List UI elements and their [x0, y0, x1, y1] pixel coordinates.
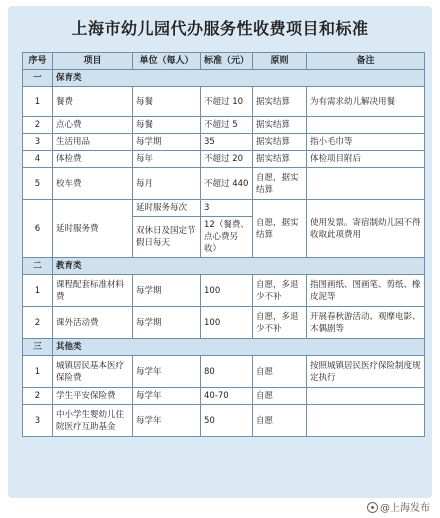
row-unit: 每学期	[133, 307, 201, 339]
row-no: 1	[23, 275, 53, 307]
row-standard: 12（餐费、点心费另收）	[201, 217, 253, 258]
category-number: 二	[23, 258, 53, 275]
watermark	[367, 499, 430, 514]
header-standard: 标准（元）	[201, 53, 253, 70]
category-name: 保育类	[53, 70, 425, 87]
category-number: 一	[23, 70, 53, 87]
category-row	[23, 70, 425, 87]
row-no: 3	[23, 134, 53, 151]
row-rule: 自愿，据实结算	[253, 200, 307, 258]
row-standard: 80	[201, 356, 253, 388]
row-note: 开展春秋游活动、观摩电影、木偶剧等	[307, 307, 425, 339]
row-standard: 40-70	[201, 388, 253, 405]
row-standard: 3	[201, 200, 253, 217]
table-row	[23, 307, 425, 339]
row-standard: 不超过 5	[201, 117, 253, 134]
table-row	[23, 134, 425, 151]
row-standard: 不超过 20	[201, 151, 253, 168]
row-standard: 100	[201, 275, 253, 307]
row-note: 为有需求幼儿解决用餐	[307, 87, 425, 117]
table-row	[23, 356, 425, 388]
row-no: 5	[23, 168, 53, 200]
row-item: 体检费	[53, 151, 133, 168]
row-no: 1	[23, 87, 53, 117]
row-no: 2	[23, 388, 53, 405]
row-standard: 不超过 440	[201, 168, 253, 200]
row-no: 2	[23, 307, 53, 339]
row-rule: 自愿，多退少不补	[253, 275, 307, 307]
page-title: 上海市幼儿园代办服务性收费项目和标准	[71, 19, 369, 38]
row-unit: 每学年	[133, 405, 201, 437]
table-row	[23, 200, 425, 217]
row-no: 1	[23, 356, 53, 388]
row-standard: 35	[201, 134, 253, 151]
row-rule: 自愿	[253, 405, 307, 437]
row-note: 指图画纸、图画笔、剪纸、橡皮泥等	[307, 275, 425, 307]
watermark-text: @上海发布	[380, 503, 430, 514]
row-rule: 据实结算	[253, 151, 307, 168]
row-unit: 每学期	[133, 134, 201, 151]
table-row	[23, 151, 425, 168]
row-unit: 每年	[133, 151, 201, 168]
row-item: 学生平安保险费	[53, 388, 133, 405]
category-number: 三	[23, 339, 53, 356]
row-note: 按照城镇居民医疗保险制度规定执行	[307, 356, 425, 388]
row-item: 生活用品	[53, 134, 133, 151]
row-rule: 自愿	[253, 388, 307, 405]
category-name: 其他类	[53, 339, 425, 356]
row-unit: 每学年	[133, 356, 201, 388]
header-no: 序号	[23, 53, 53, 70]
row-note	[307, 117, 425, 134]
row-note	[307, 405, 425, 437]
row-rule: 据实结算	[253, 134, 307, 151]
header-note: 备注	[307, 53, 425, 70]
fee-table	[22, 52, 425, 437]
row-item: 中小学生婴幼儿住院医疗互助基金	[53, 405, 133, 437]
header-item: 项目	[53, 53, 133, 70]
row-item: 餐费	[53, 87, 133, 117]
row-note	[307, 168, 425, 200]
category-row	[23, 258, 425, 275]
table-row	[23, 388, 425, 405]
row-no: 2	[23, 117, 53, 134]
row-item: 课外活动费	[53, 307, 133, 339]
header-unit: 单位（每人）	[133, 53, 201, 70]
row-standard: 50	[201, 405, 253, 437]
row-note: 指小毛巾等	[307, 134, 425, 151]
row-unit: 每餐	[133, 87, 201, 117]
table-row	[23, 117, 425, 134]
row-no: 4	[23, 151, 53, 168]
weibo-icon	[367, 502, 378, 513]
row-note: 使用发票。寄宿制幼儿园不得收取此项费用	[307, 200, 425, 258]
row-rule: 自愿，据实结算	[253, 168, 307, 200]
row-rule: 据实结算	[253, 87, 307, 117]
row-no: 6	[23, 200, 53, 258]
document-frame	[8, 6, 432, 498]
table-row	[23, 405, 425, 437]
row-item: 课程配套标准材料费	[53, 275, 133, 307]
row-unit: 延时服务每次	[133, 200, 201, 217]
row-item: 校车费	[53, 168, 133, 200]
category-row	[23, 339, 425, 356]
row-item: 点心费	[53, 117, 133, 134]
header-rule: 原则	[253, 53, 307, 70]
row-note: 体检项目附后	[307, 151, 425, 168]
row-no: 3	[23, 405, 53, 437]
table-row	[23, 275, 425, 307]
row-rule: 自愿	[253, 356, 307, 388]
row-item: 延时服务费	[53, 200, 133, 258]
row-unit: 双休日及国定节假日每天	[133, 217, 201, 258]
row-rule: 据实结算	[253, 117, 307, 134]
category-name: 教育类	[53, 258, 425, 275]
row-unit: 每月	[133, 168, 201, 200]
table-header-row	[23, 53, 425, 70]
row-note	[307, 388, 425, 405]
table-row	[23, 87, 425, 117]
row-standard: 不超过 10	[201, 87, 253, 117]
row-rule: 自愿，多退少不补	[253, 307, 307, 339]
row-unit: 每学期	[133, 275, 201, 307]
row-item: 城镇居民基本医疗保险费	[53, 356, 133, 388]
row-standard: 100	[201, 307, 253, 339]
row-unit: 每餐	[133, 117, 201, 134]
table-row	[23, 168, 425, 200]
row-unit: 每学年	[133, 388, 201, 405]
